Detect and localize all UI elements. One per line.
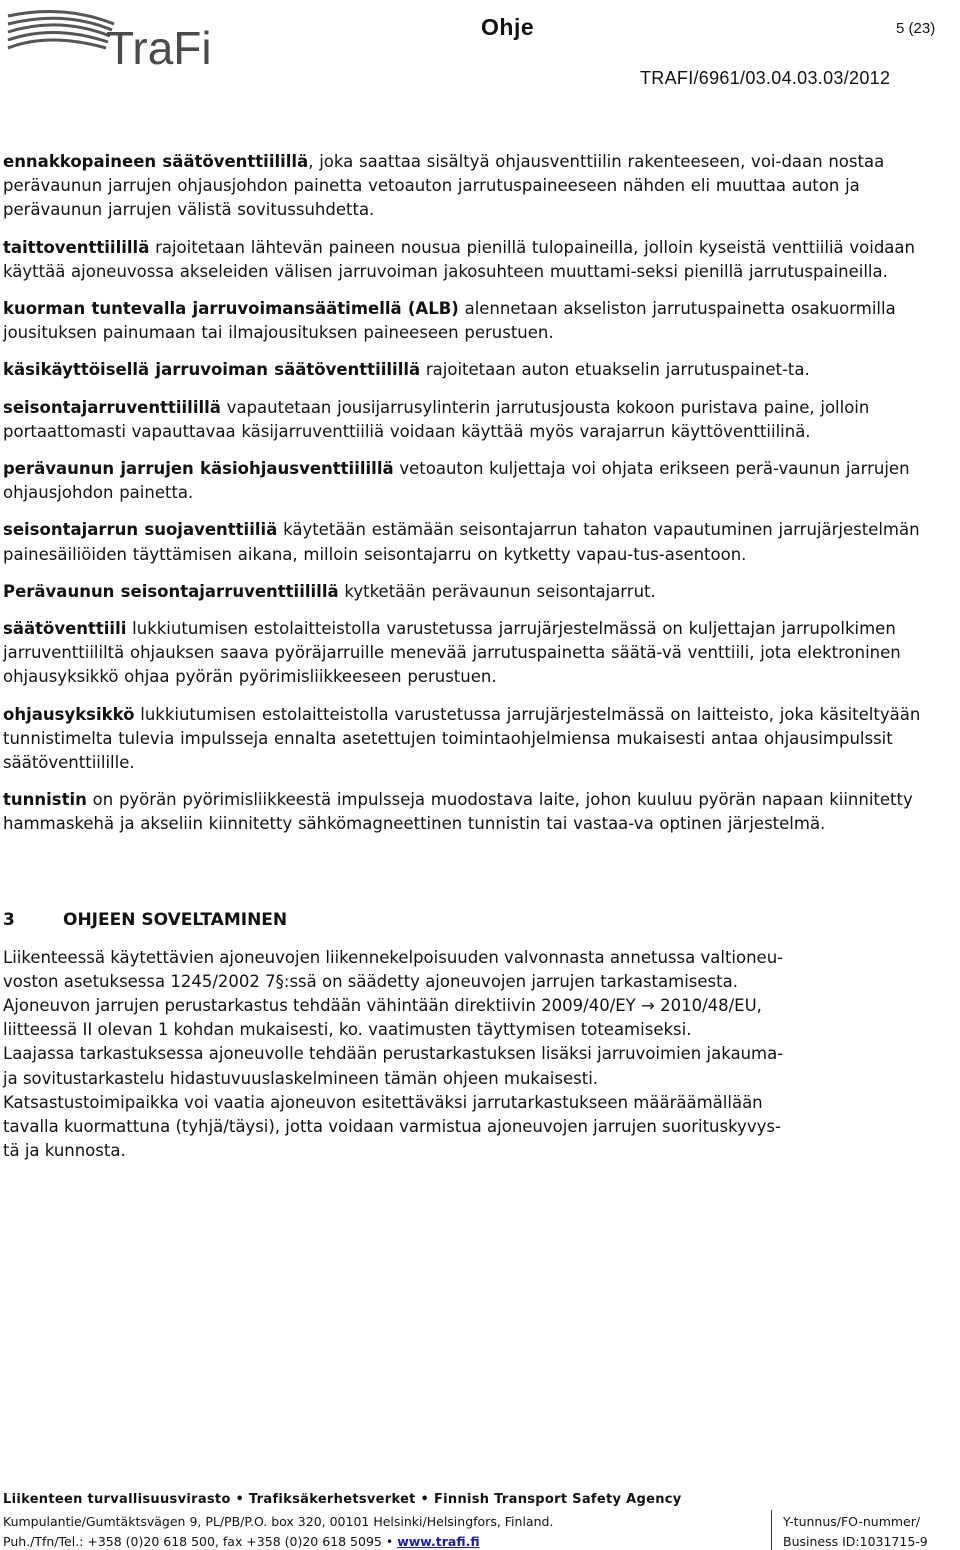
definition-paragraph [3,297,949,345]
definition-text: rajoitetaan auton etuakselin jarrutuspainet-ta. [420,360,810,380]
definition-text: kytketään perävaunun seisontajarrut. [338,581,656,601]
main-content [3,150,949,1164]
definition-text: lukkiutumisen estolaitteistolla varustetussa jarrujärjestelmässä on kuljettajan jarrupolkimen jarruventtiililtä ohjauksen saava pyöräjarruille menevää jarrutuspainetta säätä-vä venttiili, jota elektroninen ohjausyksikkö ohjaa pyörän pyörimisliikkeeseen perustuen. [3,619,901,687]
website-link[interactable]: www.trafi.fi [397,1534,480,1549]
definition-paragraph [3,457,949,505]
address: Kumpulantie/Gumtäktsvägen 9, PL/PB/P.O. box 320, 00101 Helsinki/Helsingfors, Finland. [3,1514,554,1529]
business-id-label: Y-tunnus/FO-nummer/ [783,1514,921,1529]
term: ohjausyksikkö [3,704,135,724]
definition-text: lukkiutumisen estolaitteistolla varustetussa jarrujärjestelmässä on laitteisto, joka käsiteltyään tunnistimelta tulevia impulsseja ennalta asetettujen toimintaohjelmiensa mukaisesti antaa ohjausimpulssit säätöventtiilille. [3,704,921,773]
definition-paragraph [3,396,949,444]
definition-paragraph [3,703,949,776]
page-number: 5 (23) [896,20,936,37]
document-id: TRAFI/6961/03.04.03.03/2012 [640,68,891,88]
term: käsikäyttöisellä jarruvoiman säätöventtiilillä [3,360,421,380]
phone-fax: Puh./Tfn/Tel.: +358 (0)20 618 500, fax +358 (0)20 618 5095 • [3,1534,394,1549]
body-line: Laajassa tarkastuksessa ajoneuvolle tehdään perustarkastuksen lisäksi jarruvoimien jakauma- [3,1044,784,1064]
definition-text: käytetään estämään seisontajarrun tahaton vapautuminen jarrujärjestelmän painesäiliöiden täyttämisen aikana, milloin seisontajarru on kytketty vapau-tus-asentoon. [3,520,920,564]
term: tunnistin [3,790,87,810]
body-line: tavalla kuormattuna (tyhjä/täysi), jotta voidaan varmistua ajoneuvojen jarrujen suorituskyvys- [3,1117,781,1137]
business-id-value: Business ID:1031715-9 [783,1534,928,1549]
section-body [3,946,949,1164]
definition-paragraph [3,788,949,836]
definition-paragraph [3,150,949,223]
term: kuorman tuntevalla jarruvoimansäätimellä (ALB) [3,299,459,319]
section-number: 3 [3,909,15,930]
body-line: Ajoneuvon jarrujen perustarkastus tehdään vähintään direktiivin 2009/40/EY → 2010/48/EU, [3,996,762,1016]
body-line: liitteessä II olevan 1 kohdan mukaisesti, ko. vaatimusten täyttymisen toteamiseksi. [3,1020,692,1040]
page-header [0,0,960,110]
body-line: Liikenteessä käytettävien ajoneuvojen liikennekelpoisuuden valvonnasta annetussa valtioneu- [3,947,784,967]
definition-paragraph [3,236,949,284]
term: seisontajarrun suojaventtiiliä [3,520,278,540]
definition-paragraph [3,580,949,604]
contact-line [3,1534,480,1549]
body-line: ja sovitustarkastelu hidastuvuuslaskelmineen tämän ohjeen mukaisesti. [3,1068,599,1088]
body-line: tä ja kunnosta. [3,1141,126,1161]
definition-paragraph [3,358,949,382]
agency-names: Liikenteen turvallisuusvirasto • Trafiksäkerhetsverket • Finnish Transport Safety Agency [3,1492,682,1507]
term: seisontajarruventtiilillä [3,397,221,417]
term: Perävaunun seisontajarruventtiilillä [3,581,339,601]
term: ennakkopaineen säätöventtiilillä [3,152,309,171]
definition-text: rajoitetaan lähtevän paineen nousua pienillä tulopaineilla, jolloin kyseistä venttiiliä voidaan käyttää ajoneuvossa akseleiden välisen jarruvoiman jakosuhteen muuttami-seksi pienillä jarrutuspaineilla. [3,237,915,281]
definition-text: on pyörän pyörimisliikkeestä impulsseja muodostava laite, johon kuuluu pyörän napaan kiinnitetty hammaskehä ja akseliin kiinnitetty sähkömagneettinen tunnistin tai vastaa-va optinen järjestelmä. [3,790,913,834]
footer-divider [771,1510,772,1550]
definition-text: alennetaan akseliston jarrutuspainetta osakuormilla jousituksen painumaan tai ilmajousituksen paineeseen perustuen. [3,299,896,343]
term: säätöventtiili [3,619,127,639]
body-line: Katsastustoimipaikka voi vaatia ajoneuvon esitettäväksi jarrutarkastukseen määräämällään [3,1092,763,1112]
definition-text: vetoauton kuljettaja voi ohjata erikseen perä-vaunun jarrujen ohjausjohdon painetta. [3,459,910,503]
definition-text: vapautetaan jousijarrusylinterin jarrutusjousta kokoon puristava paine, jolloin portaattomasti vapauttavaa käsijarruventtiiliä voidaan käyttää myös varajarrun käyttöventtiilinä. [3,397,870,441]
trafi-logo [4,4,224,70]
document-type: Ohje [481,14,535,40]
svg-text:TraFi: TraFi [106,22,212,70]
definition-paragraph [3,617,949,690]
term: perävaunun jarrujen käsiohjausventtiilillä [3,459,394,479]
term: taittoventtiilillä [3,237,150,257]
definition-text: , joka saattaa sisältyä ohjausventtiilin rakenteeseen, voi-daan nostaa perävaunun jarrujen ohjausjohdon painetta vetoauton jarrutuspaineeseen nähden eli muuttaa auton ja perävaunun jarrujen välistä sovitussuhdetta. [3,152,885,220]
section-heading [3,910,949,930]
body-line: voston asetuksessa 1245/2002 7§:ssä on säädetty ajoneuvojen jarrujen tarkastamisesta. [3,971,738,991]
section-title: OHJEEN SOVELTAMINEN [63,909,288,930]
definition-paragraph [3,518,949,566]
